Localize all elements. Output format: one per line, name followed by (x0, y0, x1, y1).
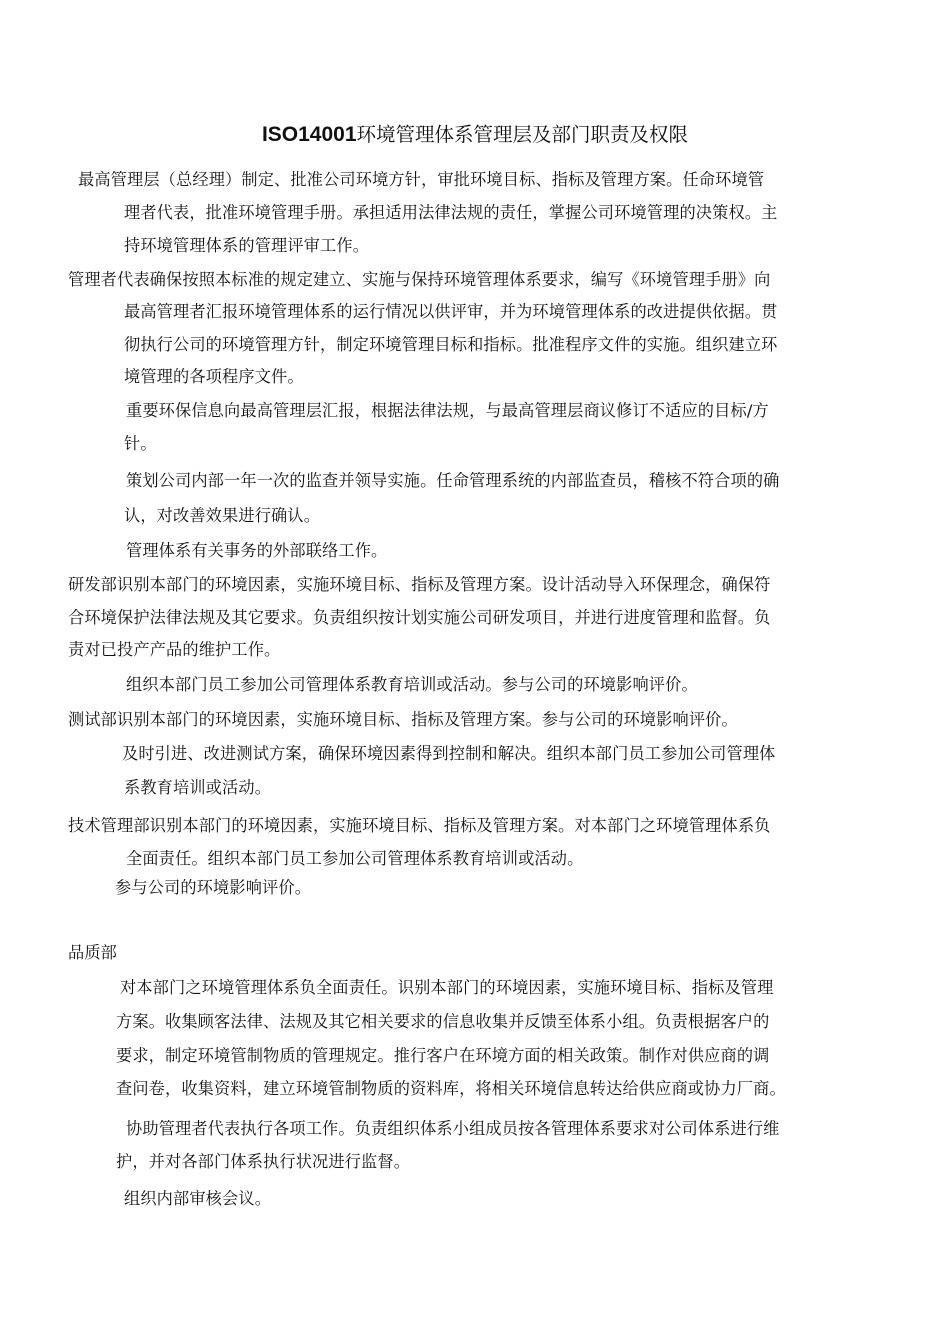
paragraph-line: 认，对改善效果进行确认。 (124, 506, 321, 525)
paragraph-line: 要求，制定环境管制物质的管理规定。推行客户在环境方面的相关政策。制作对供应商的调 (116, 1046, 770, 1065)
paragraph-line: 理者代表，批准环境管理手册。承担适用法律法规的责任，掌握公司环境管理的决策权。主 (124, 203, 778, 222)
paragraph-line: 责对已投产产品的维护工作。 (68, 640, 281, 659)
paragraph-line: 组织内部审核会议。 (124, 1189, 272, 1208)
paragraph-line: 针。 (124, 434, 157, 453)
paragraph-line: 策划公司内部一年一次的监查并领导实施。任命管理系统的内部监查员，稽核不符合项的确 (126, 471, 780, 490)
paragraph-line: 对本部门之环境管理体系负全面责任。识别本部门的环境因素，实施环境目标、指标及管理 (120, 978, 774, 997)
paragraph-line: 最高管理层（总经理）制定、批准公司环境方针，审批环境目标、指标及管理方案。任命环境管 (78, 170, 765, 189)
paragraph-line: 境管理的各项程序文件。 (124, 367, 304, 386)
paragraph-line: 研发部识别本部门的环境因素，实施环境目标、指标及管理方案。设计活动导入环保理念，确保符 (68, 575, 771, 594)
paragraph-line: 技术管理部识别本部门的环境因素，实施环境目标、指标及管理方案。对本部门之环境管理体系负 (68, 816, 771, 835)
paragraph-line: 持环境管理体系的管理评审工作。 (124, 236, 370, 255)
paragraph-line: 组织本部门员工参加公司管理体系教育培训或活动。参与公司的环境影响评价。 (126, 675, 698, 694)
paragraph-line: 彻执行公司的环境管理方针，制定环境管理目标和指标。批准程序文件的实施。组织建立环 (124, 335, 778, 354)
document-title (0, 120, 950, 150)
paragraph-line: 方案。收集顾客法律、法规及其它相关要求的信息收集并反馈至体系小组。负责根据客户的 (116, 1012, 770, 1031)
section-heading: 品质部 (68, 943, 118, 962)
paragraph-line: 合环境保护法律法规及其它要求。负责组织按计划实施公司研发项目，并进行进度管理和监督。负 (68, 608, 771, 627)
paragraph-line: 测试部识别本部门的环境因素，实施环境目标、指标及管理方案。参与公司的环境影响评价。 (68, 710, 738, 729)
paragraph-line: 全面责任。组织本部门员工参加公司管理体系教育培训或活动。 (126, 849, 584, 868)
paragraph-line: 重要环保信息向最高管理层汇报，根据法律法规，与最高管理层商议修订不适应的目标/方 (126, 401, 769, 420)
paragraph-line: 管理者代表确保按照本标准的规定建立、实施与保持环境管理体系要求，编写《环境管理手册》向 (68, 270, 771, 289)
paragraph-line: 最高管理者汇报环境管理体系的运行情况以供评审，并为环境管理体系的改进提供依据。贯 (124, 302, 778, 321)
paragraph-line: 查问卷，收集资料，建立环境管制物质的资料库，将相关环境信息转达给供应商或协力厂商。 (116, 1079, 786, 1098)
paragraph-line: 系教育培训或活动。 (124, 778, 272, 797)
paragraph-line: 护，并对各部门体系执行状况进行监督。 (116, 1152, 411, 1171)
paragraph-line: 协助管理者代表执行各项工作。负责组织体系小组成员按各管理体系要求对公司体系进行维 (126, 1119, 780, 1138)
title-text: 环境管理体系管理层及部门职责及权限 (356, 123, 689, 146)
paragraph-line: 参与公司的环境影响评价。 (115, 878, 312, 897)
title-code: ISO14001 (261, 123, 357, 146)
paragraph-line: 及时引进、改进测试方案，确保环境因素得到控制和解决。组织本部门员工参加公司管理体 (122, 744, 776, 763)
paragraph-line: 管理体系有关事务的外部联络工作。 (126, 541, 388, 560)
